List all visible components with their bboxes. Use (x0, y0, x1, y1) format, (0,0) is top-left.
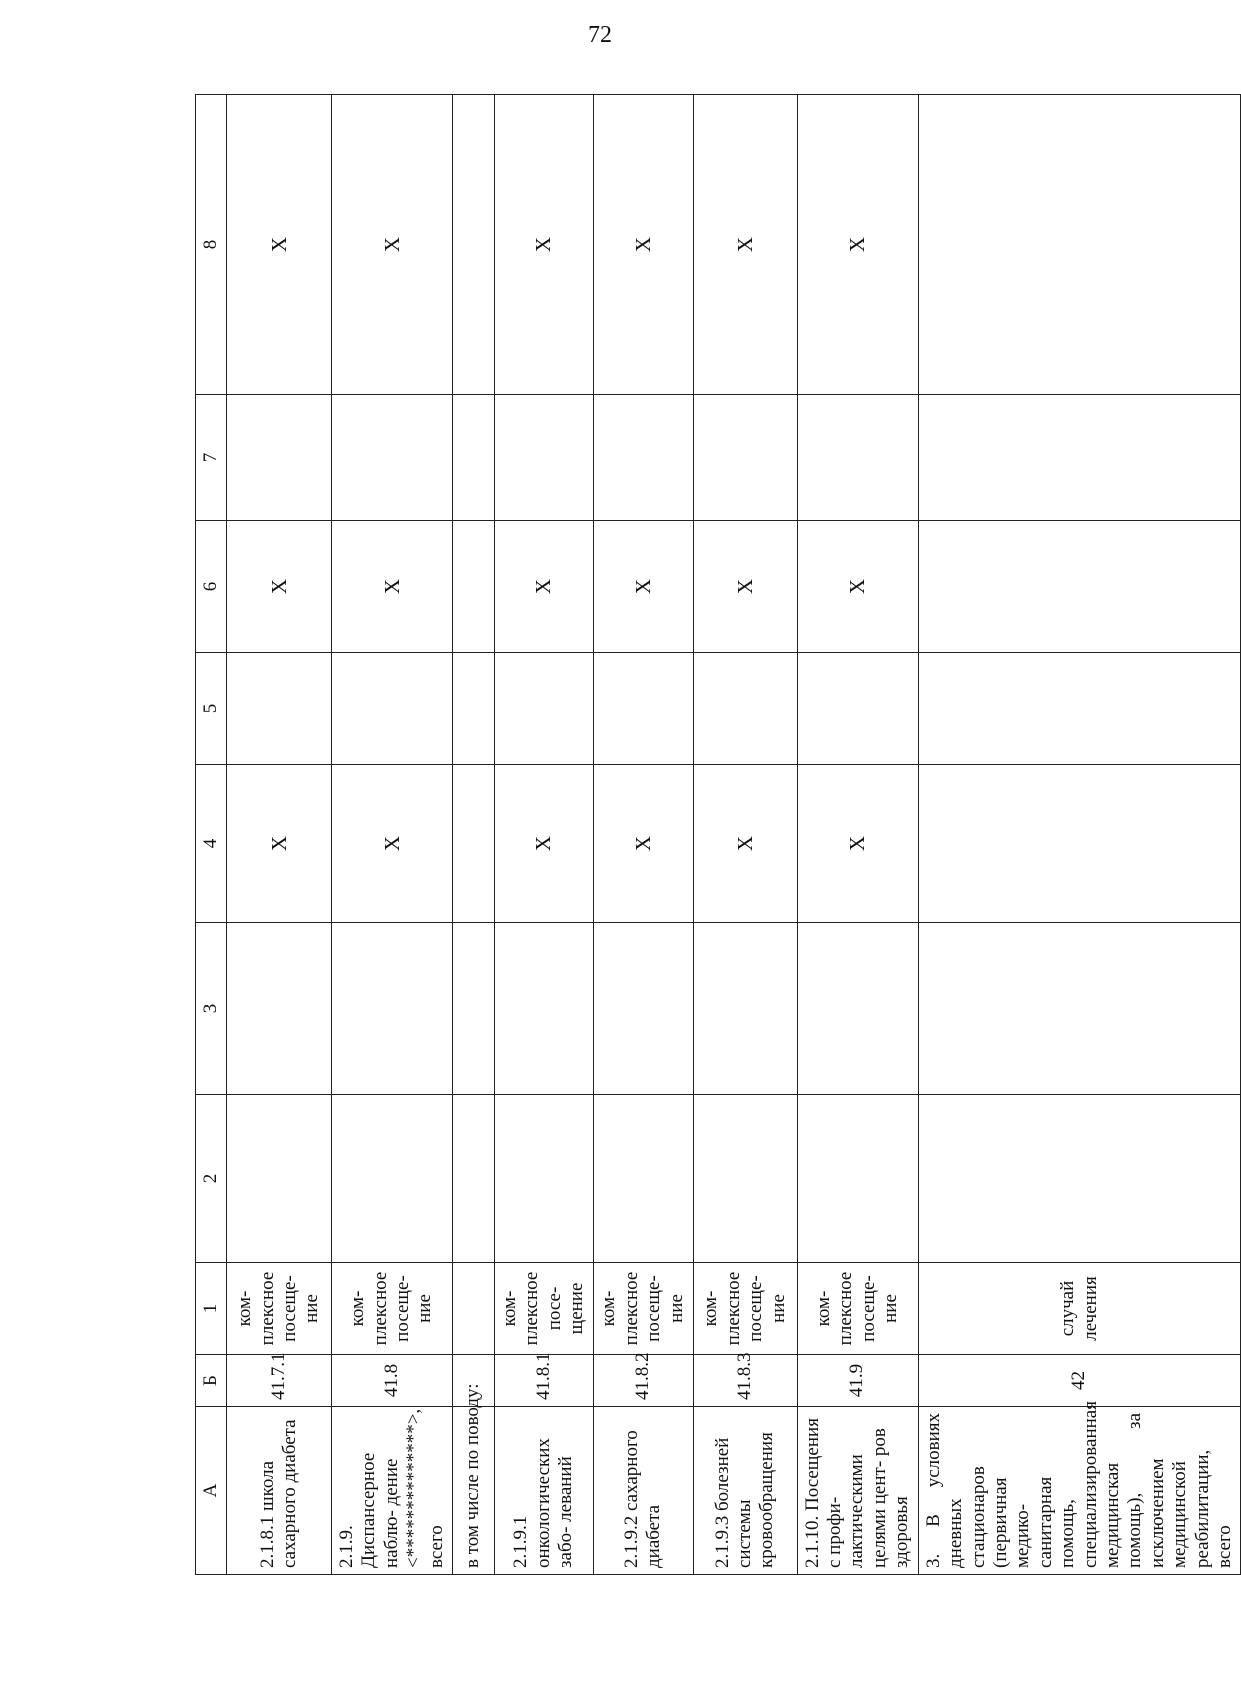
cell-1 (453, 1263, 495, 1355)
cell-5 (593, 653, 693, 765)
cell-2 (495, 1095, 594, 1263)
cell-2 (332, 1095, 453, 1263)
cell-1: ком- плексное посеще- ние (227, 1263, 332, 1355)
cell-6: X (593, 521, 693, 653)
cell-1: случай лечения (918, 1263, 1241, 1355)
table-row (453, 95, 495, 1575)
page-number: 72 (588, 22, 612, 48)
cell-6: X (693, 521, 797, 653)
cell-a: 2.1.8.1 школа сахарного диабета (227, 1407, 332, 1575)
cell-7 (693, 395, 797, 521)
table-row (918, 95, 1241, 1575)
cell-3 (918, 923, 1241, 1095)
cell-6: X (332, 521, 453, 653)
cell-6: X (495, 521, 594, 653)
cell-5 (693, 653, 797, 765)
table-row (227, 95, 332, 1575)
cell-4 (918, 765, 1241, 923)
cell-7 (593, 395, 693, 521)
cell-5 (332, 653, 453, 765)
cell-5 (453, 653, 495, 765)
cell-7 (332, 395, 453, 521)
cell-b: 42 (918, 1355, 1241, 1407)
table-row (593, 95, 693, 1575)
cell-5 (495, 653, 594, 765)
cell-a: 2.1.9.2 сахарного диабета (593, 1407, 693, 1575)
cell-a: в том числе по поводу: (453, 1407, 495, 1575)
header-col-4: 4 (196, 765, 227, 923)
cell-1: ком- плексное посеще- ние (332, 1263, 453, 1355)
cell-7 (227, 395, 332, 521)
cell-5 (918, 653, 1241, 765)
header-col-5: 5 (196, 653, 227, 765)
cell-4: X (332, 765, 453, 923)
header-col-7: 7 (196, 395, 227, 521)
cell-6: X (227, 521, 332, 653)
header-col-b: Б (196, 1355, 227, 1407)
cell-b: 41.8.1 (495, 1355, 594, 1407)
cell-7 (453, 395, 495, 521)
cell-6: X (797, 521, 918, 653)
cell-8: X (593, 95, 693, 395)
cell-7 (797, 395, 918, 521)
cell-8 (453, 95, 495, 395)
cell-1: ком- плексное посеще- ние (593, 1263, 693, 1355)
table-row (495, 95, 594, 1575)
table-row (797, 95, 918, 1575)
cell-4: X (797, 765, 918, 923)
cell-3 (332, 923, 453, 1095)
header-row (196, 95, 227, 1575)
cell-8: X (227, 95, 332, 395)
cell-3 (495, 923, 594, 1095)
cell-8 (918, 95, 1241, 395)
rotated-table-container (195, 95, 1235, 1575)
cell-8: X (332, 95, 453, 395)
cell-7 (495, 395, 594, 521)
cell-b: 41.8 (332, 1355, 453, 1407)
cell-5 (227, 653, 332, 765)
cell-6 (453, 521, 495, 653)
cell-b: 41.8.2 (593, 1355, 693, 1407)
header-col-8: 8 (196, 95, 227, 395)
cell-1: ком- плексное посеще- ние (797, 1263, 918, 1355)
cell-8: X (693, 95, 797, 395)
cell-1: ком- плексное посеще- ние (693, 1263, 797, 1355)
cell-4 (453, 765, 495, 923)
cell-3 (227, 923, 332, 1095)
table-row (332, 95, 453, 1575)
cell-a: 2.1.9.3 болезней системы кровообращения (693, 1407, 797, 1575)
cell-b: 41.9 (797, 1355, 918, 1407)
cell-5 (797, 653, 918, 765)
header-col-6: 6 (196, 521, 227, 653)
cell-2 (227, 1095, 332, 1263)
cell-2 (453, 1095, 495, 1263)
cell-2 (693, 1095, 797, 1263)
cell-a: 2.1.9. Диспансерное наблю- дение <**************>, всего (332, 1407, 453, 1575)
cell-2 (797, 1095, 918, 1263)
cell-a: 2.1.9.1 онкологических забо- леваний (495, 1407, 594, 1575)
cell-b: 41.8.3 (693, 1355, 797, 1407)
data-table (195, 94, 1241, 1575)
header-col-a: А (196, 1407, 227, 1575)
cell-a: 3. В условиях дневных стационаров (первичная медико-санитарная помощь, специализированная медицинская помощь), за исключением медицинской реабилитации, всего (918, 1407, 1241, 1575)
cell-4: X (495, 765, 594, 923)
cell-4: X (693, 765, 797, 923)
cell-3 (797, 923, 918, 1095)
cell-3 (593, 923, 693, 1095)
header-col-3: 3 (196, 923, 227, 1095)
cell-8: X (495, 95, 594, 395)
cell-1: ком- плексное посе- щение (495, 1263, 594, 1355)
cell-3 (453, 923, 495, 1095)
cell-2 (918, 1095, 1241, 1263)
cell-7 (918, 395, 1241, 521)
cell-b: 41.7.1 (227, 1355, 332, 1407)
table-row (693, 95, 797, 1575)
header-col-2: 2 (196, 1095, 227, 1263)
cell-8: X (797, 95, 918, 395)
cell-2 (593, 1095, 693, 1263)
cell-6 (918, 521, 1241, 653)
cell-3 (693, 923, 797, 1095)
cell-a: 2.1.10. Посещения с профи- лактическими целями цент- ров здоровья (797, 1407, 918, 1575)
cell-4: X (227, 765, 332, 923)
cell-4: X (593, 765, 693, 923)
header-col-1: 1 (196, 1263, 227, 1355)
